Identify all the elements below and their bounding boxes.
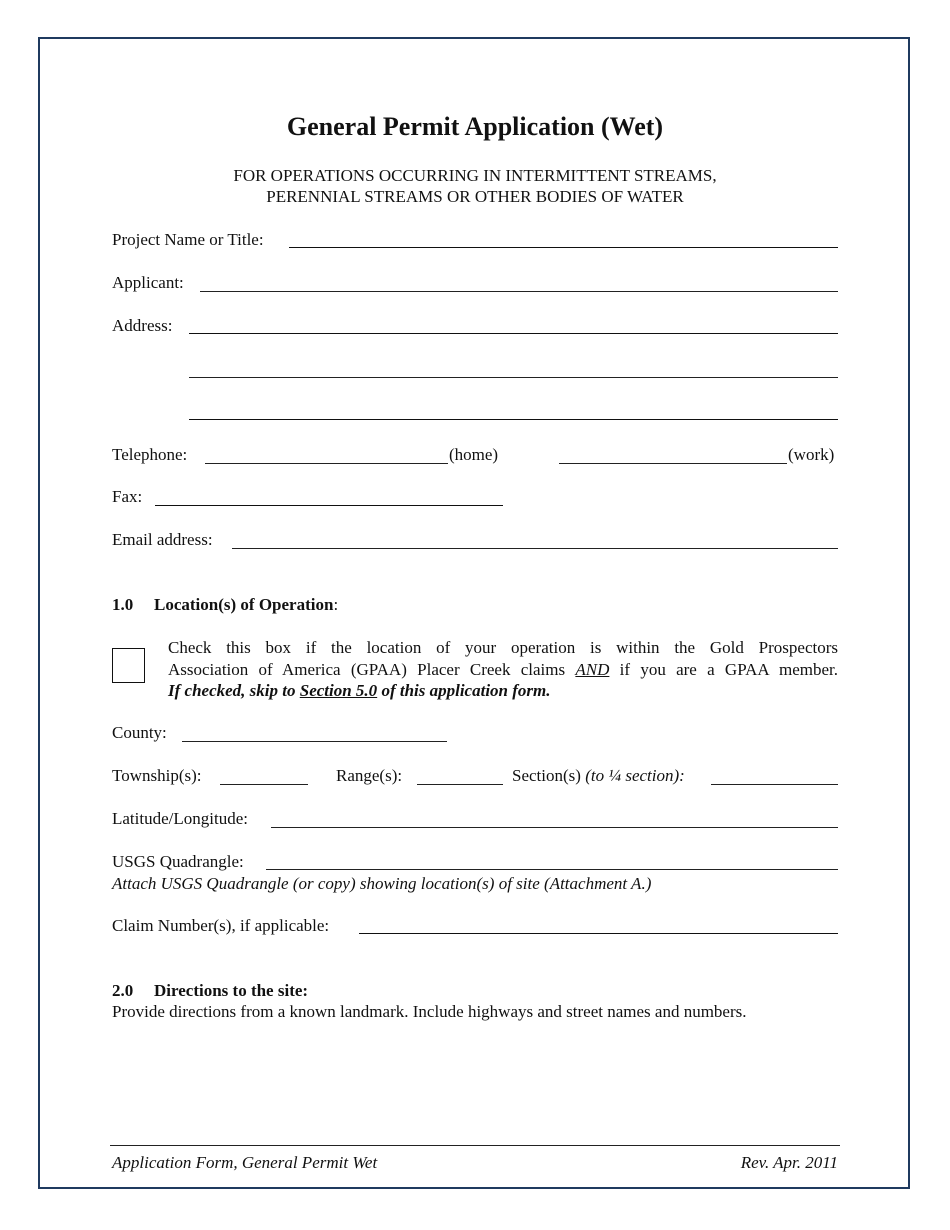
telephone-home-label: (home) — [449, 445, 499, 464]
email-input[interactable] — [235, 527, 833, 547]
section-5-link: Section 5.0 — [299, 681, 378, 700]
usgs-note: Attach USGS Quadrangle (or copy) showing location(s) of site (Attachment A.) — [112, 874, 652, 893]
gpaa-checkbox-text — [168, 637, 838, 702]
fax-input[interactable] — [158, 484, 498, 504]
latlong-label: Latitude/Longitude: — [112, 809, 248, 828]
range-line — [417, 784, 503, 785]
latlong-input[interactable] — [274, 806, 834, 826]
section-2-heading — [112, 981, 308, 1001]
township-line — [220, 784, 308, 785]
and-emphasis: AND — [575, 659, 610, 679]
section-1-heading — [112, 595, 338, 615]
county-line — [182, 741, 447, 742]
telephone-work-input[interactable] — [562, 442, 784, 462]
telephone-home-input[interactable] — [208, 442, 444, 462]
applicant-line — [200, 291, 838, 292]
usgs-line — [266, 869, 838, 870]
section-1-title: Location(s) of Operation — [154, 595, 334, 614]
gpaa-text-line1: Check this box if the location of your operation is within the Gold Prospectors — [168, 638, 838, 657]
gpaa-text-line2: Association of America (GPAA) Placer Creek claims AND if you are a GPAA member. — [168, 659, 838, 679]
section-2-title: Directions to the site: — [154, 981, 309, 1000]
footer-right: Rev. Apr. 2011 — [740, 1153, 838, 1172]
section-input[interactable] — [713, 763, 835, 783]
address-label: Address: — [112, 316, 173, 335]
fax-label: Fax: — [112, 487, 143, 506]
range-input[interactable] — [419, 763, 501, 783]
address-line-2 — [189, 377, 838, 378]
section-hint: (to ¼ section): — [585, 766, 685, 785]
telephone-label: Telephone: — [112, 445, 188, 464]
section-1-number: 1.0 — [112, 595, 134, 614]
email-label: Email address: — [112, 530, 213, 549]
township-input[interactable] — [222, 763, 306, 783]
form-title: General Permit Application (Wet) — [286, 112, 664, 141]
telephone-work-line — [559, 463, 787, 464]
section-2-instructions: Provide directions from a known landmark. Include highways and street names and numbers. — [112, 1002, 747, 1021]
township-label: Township(s): — [112, 766, 202, 785]
address-line-1 — [189, 333, 838, 334]
footer-rule — [110, 1145, 840, 1146]
section-1-colon: : — [333, 595, 339, 614]
fax-line — [155, 505, 503, 506]
address-input-1[interactable] — [192, 313, 832, 333]
section-2-number: 2.0 — [112, 981, 134, 1000]
usgs-label: USGS Quadrangle: — [112, 852, 244, 871]
address-input-2[interactable] — [192, 356, 832, 376]
skip-instruction: If checked, skip to Section 5.0 of this application form. — [168, 681, 551, 700]
form-subtitle-line1: FOR OPERATIONS OCCURRING IN INTERMITTENT STREAMS, — [233, 166, 717, 185]
claim-input[interactable] — [362, 913, 834, 933]
range-label: Range(s): — [336, 766, 403, 785]
form-subtitle-line2: PERENNIAL STREAMS OR OTHER BODIES OF WATER — [266, 187, 684, 206]
section-line — [711, 784, 838, 785]
project-name-label: Project Name or Title: — [112, 230, 264, 249]
usgs-input[interactable] — [269, 848, 834, 868]
section-label: Section(s) (to ¼ section): — [512, 766, 685, 785]
address-line-3 — [189, 419, 838, 420]
telephone-home-line — [205, 463, 448, 464]
telephone-work-label: (work) — [788, 445, 835, 464]
applicant-label: Applicant: — [112, 273, 184, 292]
gpaa-checkbox[interactable] — [112, 648, 145, 683]
footer-left: Application Form, General Permit Wet — [112, 1153, 378, 1172]
claim-label: Claim Number(s), if applicable: — [112, 916, 330, 935]
applicant-input[interactable] — [203, 270, 833, 290]
address-input-3[interactable] — [192, 398, 832, 418]
project-name-input[interactable] — [292, 227, 832, 247]
latlong-line — [271, 827, 838, 828]
email-line — [232, 548, 838, 549]
claim-line — [359, 933, 838, 934]
directions-textarea[interactable] — [112, 1030, 842, 1134]
county-input[interactable] — [185, 720, 443, 740]
project-name-line — [289, 247, 838, 248]
county-label: County: — [112, 723, 167, 742]
